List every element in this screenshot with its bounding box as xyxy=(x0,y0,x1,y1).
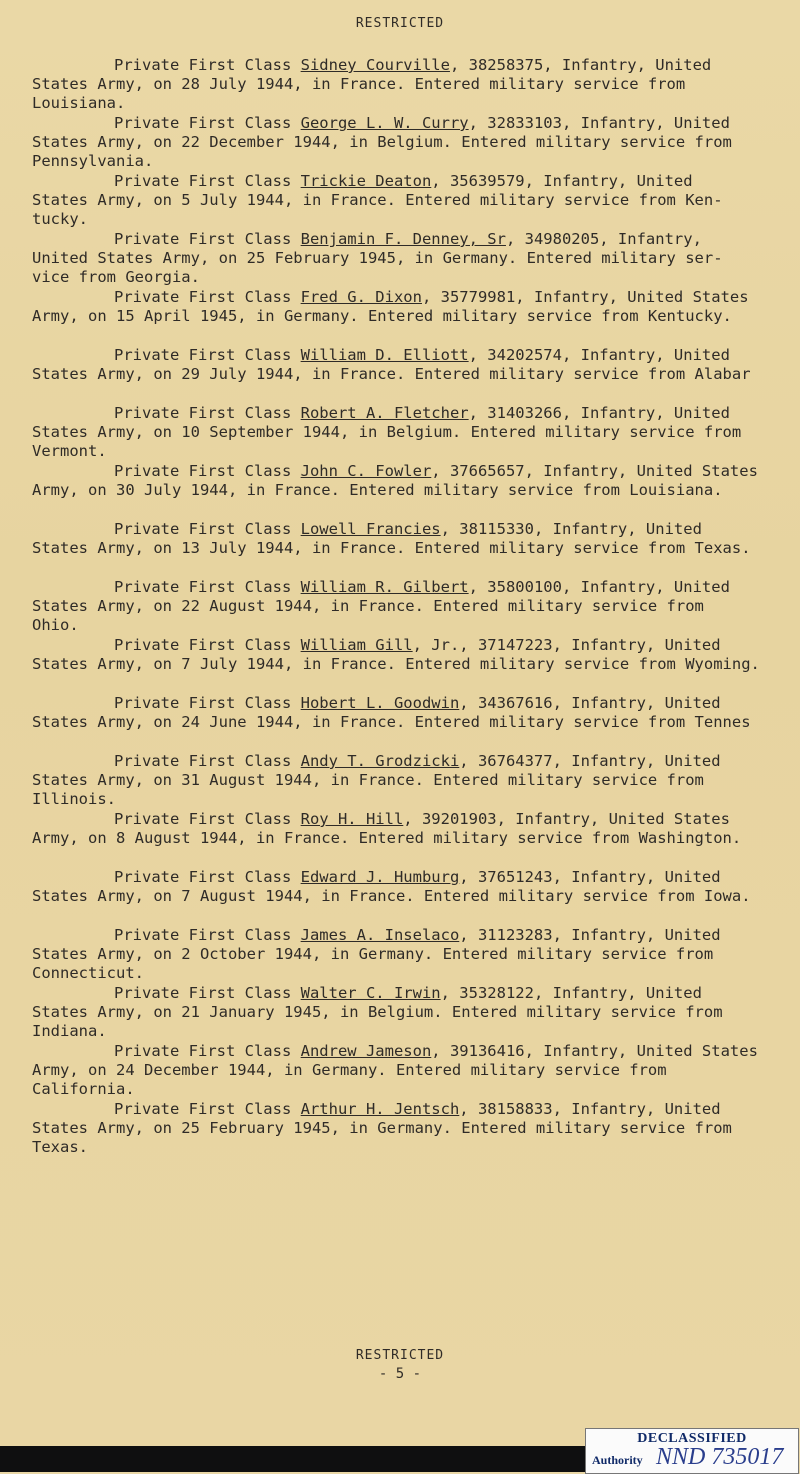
soldier-name: Robert A. Fletcher xyxy=(300,404,469,422)
soldier-name: Benjamin F. Denney, Sr xyxy=(300,230,506,248)
declassified-label: DECLASSIFIED xyxy=(637,1431,747,1446)
list-item: Private First Class James A. Inselaco, 31123283, Infantry, United States Army, on 2 October 1944, in Germany. Entered military service from Connecticut. xyxy=(32,926,721,982)
scanner-edge xyxy=(0,1446,585,1472)
soldier-name: Roy H. Hill xyxy=(300,810,404,828)
list-item: Private First Class Sidney Courville, 38258375, Infantry, United States Army, on 28 July 1944, in France. Entered military service from Louisiana. xyxy=(32,56,712,112)
soldier-name: Arthur H. Jentsch xyxy=(300,1100,460,1118)
list-item: Private First Class John C. Fowler, 37665657, Infantry, United States Army, on 30 July 1944, in France. Entered military service from Louisiana. xyxy=(32,462,758,499)
authority-label: Authority xyxy=(592,1453,643,1467)
list-item: Private First Class Arthur H. Jentsch, 38158833, Infantry, United States Army, on 25 February 1945, in Germany. Entered military service from Texas. xyxy=(32,1100,732,1156)
list-item: Private First Class Roy H. Hill, 39201903, Infantry, United States Army, on 8 August 1944, in France. Entered military service from Washington. xyxy=(32,810,742,847)
soldier-name: Sidney Courville xyxy=(300,56,450,74)
declassification-stamp xyxy=(585,1428,799,1474)
soldier-name: James A. Inselaco xyxy=(300,926,460,944)
soldier-name: Fred G. Dixon xyxy=(300,288,422,306)
list-item: Private First Class Hobert L. Goodwin, 34367616, Infantry, United States Army, on 24 June 1944, in France. Entered military service from Tennes xyxy=(32,694,751,731)
list-item: Private First Class William D. Elliott, 34202574, Infantry, United States Army, on 29 July 1944, in France. Entered military service from Alabar xyxy=(32,346,751,383)
list-item: Private First Class Walter C. Irwin, 35328122, Infantry, United States Army, on 21 January 1945, in Belgium. Entered military service from Indiana. xyxy=(32,984,723,1040)
soldier-name: Andrew Jameson xyxy=(300,1042,432,1060)
authority-value: NND 735017 xyxy=(656,1444,784,1470)
top-security-marking: RESTRICTED xyxy=(355,16,445,31)
soldier-name: William D. Elliott xyxy=(300,346,469,364)
page-number: - 5 - xyxy=(378,1366,422,1382)
list-item: Private First Class William Gill, Jr., 37147223, Infantry, United States Army, on 7 July 1944, in France. Entered military service from Wyoming. xyxy=(32,636,760,673)
soldier-name: George L. W. Curry xyxy=(300,114,469,132)
list-item: Private First Class Robert A. Fletcher, 31403266, Infantry, United States Army, on 10 September 1944, in Belgium. Entered military service from Vermont. xyxy=(32,404,742,460)
soldier-name: Edward J. Humburg xyxy=(300,868,460,886)
list-item: Private First Class Fred G. Dixon, 35779981, Infantry, United States Army, on 15 April 1945, in Germany. Entered military service from Kentucky. xyxy=(32,288,749,325)
list-item: Private First Class Andrew Jameson, 39136416, Infantry, United States Army, on 24 December 1944, in Germany. Entered military service from California. xyxy=(32,1042,758,1098)
soldier-name: Hobert L. Goodwin xyxy=(300,694,460,712)
list-item: Private First Class Andy T. Grodzicki, 36764377, Infantry, United States Army, on 31 August 1944, in France. Entered military service from Illinois. xyxy=(32,752,721,808)
list-item: Private First Class William R. Gilbert, 35800100, Infantry, United States Army, on 22 August 1944, in France. Entered military service from Ohio. xyxy=(32,578,730,634)
soldier-name: William R. Gilbert xyxy=(300,578,469,596)
list-item: Private First Class Lowell Francies, 38115330, Infantry, United States Army, on 13 July 1944, in France. Entered military service from Texas. xyxy=(32,520,751,557)
list-item: Private First Class Benjamin F. Denney, Sr, 34980205, Infantry, United States Army, on 25 February 1945, in Germany. Entered military ser- vice from Georgia. xyxy=(32,230,723,286)
casualty-entries-list xyxy=(32,56,782,1158)
list-item: Private First Class George L. W. Curry, 32833103, Infantry, United States Army, on 22 December 1944, in Belgium. Entered military service from Pennsylvania. xyxy=(32,114,732,170)
soldier-name: John C. Fowler xyxy=(300,462,432,480)
list-item: Private First Class Trickie Deaton, 35639579, Infantry, United States Army, on 5 July 1944, in France. Entered military service from Ken- tucky. xyxy=(32,172,723,228)
list-item: Private First Class Edward J. Humburg, 37651243, Infantry, United States Army, on 7 August 1944, in France. Entered military service from Iowa. xyxy=(32,868,751,905)
soldier-name: Andy T. Grodzicki xyxy=(300,752,460,770)
bottom-security-marking: RESTRICTED xyxy=(355,1348,445,1363)
soldier-name: William Gill xyxy=(300,636,413,654)
soldier-name: Walter C. Irwin xyxy=(300,984,441,1002)
soldier-name: Trickie Deaton xyxy=(300,172,432,190)
soldier-name: Lowell Francies xyxy=(300,520,441,538)
